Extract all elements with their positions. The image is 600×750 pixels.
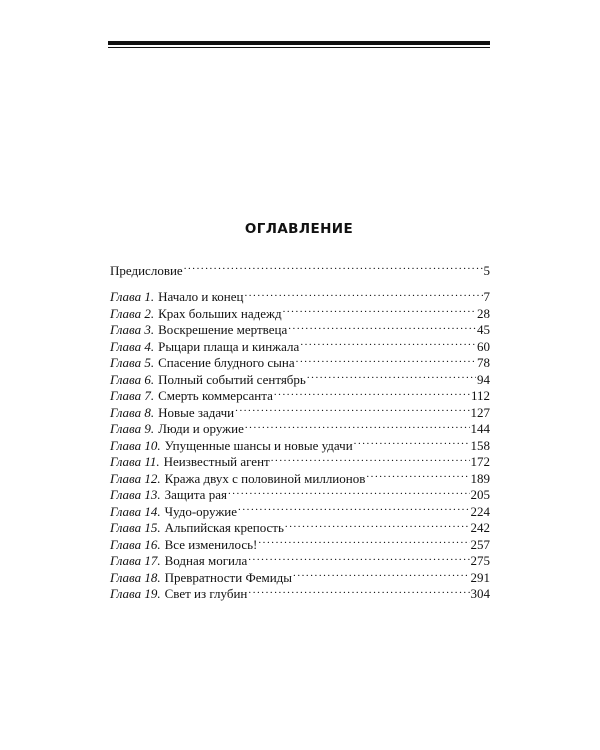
header-rule — [108, 41, 490, 48]
toc-entry-title: Неизвестный агент — [163, 454, 270, 469]
dot-leader — [354, 433, 470, 450]
toc-page-number: 257 — [470, 536, 490, 552]
toc-entry-title: Предисловие — [110, 262, 183, 278]
toc-page-number: 172 — [470, 454, 490, 469]
toc-entry-title: Новые задачи — [158, 404, 235, 420]
dot-leader — [274, 384, 470, 401]
chapter-label: Глава 17. — [110, 553, 161, 568]
toc-entry-title: Спасение блудного сына — [158, 355, 295, 370]
chapter-label: Глава 7. — [110, 388, 155, 403]
chapter-label: Глава 12. — [110, 470, 161, 486]
toc-entry-title: Альпийская крепость — [164, 520, 284, 535]
chapter-label: Глава 10. — [110, 437, 161, 453]
toc-page-number: 304 — [470, 586, 490, 601]
chapter-label: Глава 13. — [110, 487, 161, 502]
chapter-label: Глава 6. — [110, 371, 155, 387]
toc-page-number: 7 — [483, 289, 490, 304]
chapter-label: Глава 4. — [110, 338, 155, 354]
dot-leader — [235, 400, 469, 417]
dot-leader — [366, 466, 469, 483]
chapter-label: Глава 16. — [110, 536, 161, 552]
toc-entry-title: Кража двух с половиной миллионов — [164, 470, 366, 486]
chapter-label: Глава 11. — [110, 454, 160, 469]
toc-page-number: 189 — [470, 470, 490, 486]
toc-page-number: 205 — [470, 487, 490, 502]
toc-entry-title: Рыцари плаща и кинжала — [158, 338, 300, 354]
toc-entry-chapter[interactable] — [110, 285, 490, 302]
chapter-label: Глава 5. — [110, 355, 155, 370]
toc-page-number: 94 — [477, 371, 490, 387]
toc-page-number: 144 — [470, 421, 490, 436]
dot-leader — [238, 499, 469, 516]
dot-leader — [248, 549, 469, 566]
dot-leader — [288, 318, 476, 335]
dot-leader — [293, 565, 469, 582]
toc-entry-title: Люди и оружие — [158, 421, 244, 436]
toc-page-number: 45 — [477, 322, 490, 337]
toc-page-number: 275 — [470, 553, 490, 568]
toc-page-number: 127 — [470, 404, 490, 420]
chapter-label: Глава 2. — [110, 305, 155, 321]
dot-leader — [258, 532, 469, 549]
toc-list — [110, 258, 490, 601]
chapter-label: Глава 19. — [110, 586, 161, 601]
toc-page-number: 291 — [470, 569, 490, 585]
toc-entry-title: Крах больших надежд — [158, 305, 282, 321]
toc-page-number: 28 — [477, 305, 490, 321]
toc-entry-title: Воскрешение мертвеца — [158, 322, 288, 337]
toc-entry-title: Смерть коммерсанта — [158, 388, 273, 403]
toc-entry-preface[interactable] — [110, 258, 490, 278]
dot-leader — [245, 417, 470, 434]
dot-leader — [271, 450, 470, 467]
toc-entry-title: Полный событий сентябрь — [158, 371, 306, 387]
toc-heading: ОГЛАВЛЕНИЕ — [244, 221, 354, 237]
toc-entry-title: Защита рая — [164, 487, 227, 502]
toc-entry-title: Превратности Фемиды — [164, 569, 293, 585]
dot-leader — [248, 582, 469, 599]
toc-entry-title: Все изменилось! — [164, 536, 258, 552]
chapter-label: Глава 3. — [110, 322, 155, 337]
dot-leader — [283, 301, 476, 318]
dot-leader — [296, 351, 476, 368]
toc-entry-title: Начало и конец — [158, 289, 244, 304]
dot-leader — [184, 258, 483, 275]
chapter-label: Глава 8. — [110, 404, 155, 420]
dot-leader — [307, 367, 476, 384]
toc-page-number: 5 — [483, 262, 490, 278]
chapter-label: Глава 9. — [110, 421, 155, 436]
toc-page-number: 158 — [470, 437, 490, 453]
toc-entry-title: Упущенные шансы и новые удачи — [164, 437, 353, 453]
dot-leader — [285, 516, 470, 533]
toc-page-number: 242 — [470, 520, 490, 535]
toc-page-number: 60 — [477, 338, 490, 354]
chapter-label: Глава 18. — [110, 569, 161, 585]
toc-page-number: 224 — [470, 503, 490, 519]
toc-entry-title: Водная могила — [164, 553, 248, 568]
dot-leader — [228, 483, 470, 500]
toc-page-number: 112 — [470, 388, 490, 403]
dot-leader — [244, 285, 482, 302]
toc-entry-title: Чудо-оружие — [164, 503, 238, 519]
chapter-label: Глава 15. — [110, 520, 161, 535]
chapter-label: Глава 1. — [110, 289, 155, 304]
toc-page-number: 78 — [477, 355, 490, 370]
toc-entry-title: Свет из глубин — [164, 586, 248, 601]
chapter-label: Глава 14. — [110, 503, 161, 519]
dot-leader — [300, 334, 476, 351]
